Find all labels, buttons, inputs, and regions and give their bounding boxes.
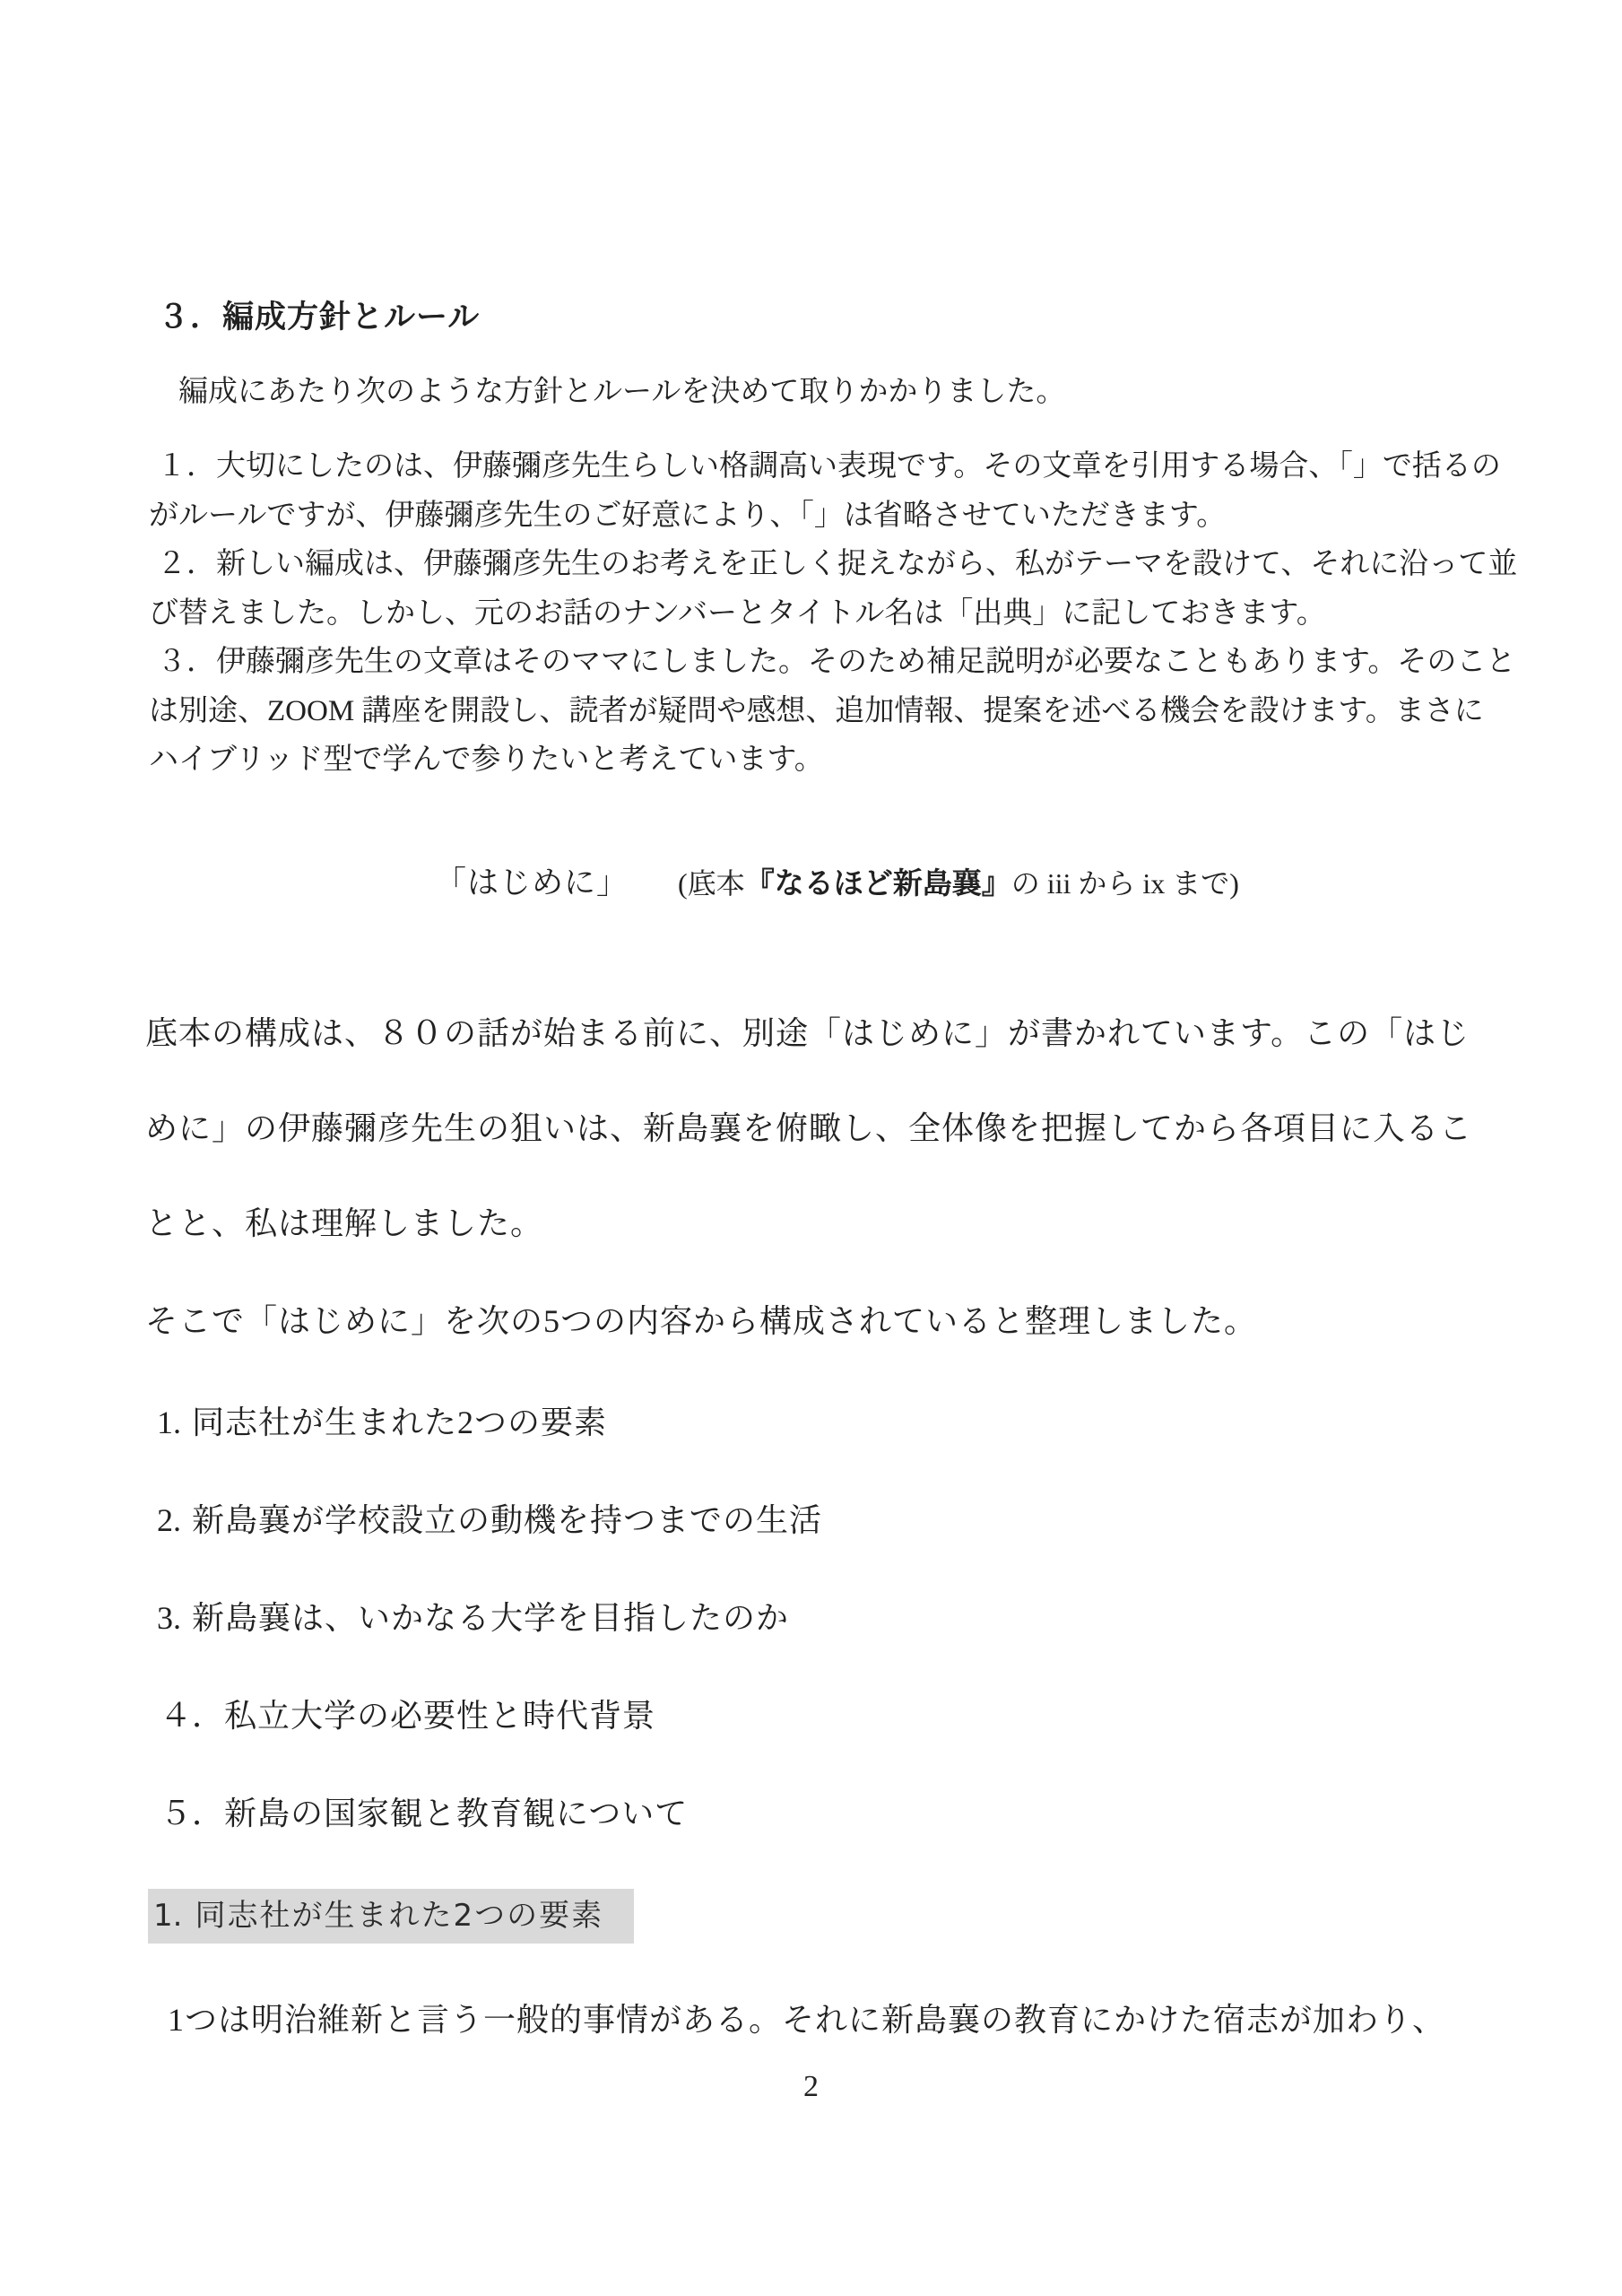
toc-item-label: 新島襄が学校設立の動機を持つまでの生活: [192, 1502, 823, 1538]
rule-line: ハイブリッド型で学んで参りたいと考えています。: [149, 744, 824, 776]
toc-item-label: 同志社が生まれた2つの要素: [192, 1405, 608, 1440]
toc-item: [157, 1667, 822, 1765]
overview-line: めに」の伊藤彌彦先生の狙いは、新島襄を俯瞰し、全体像を把握してから各項目に入るこ: [145, 1110, 1473, 1146]
highlight-label: 同志社が生まれた2つの要素: [195, 1898, 604, 1934]
overview-paragraph: [145, 986, 1472, 1271]
rule-line: び替えました。しかし、元のお話のナンバーとタイトル名は「出典」に記しておきます。: [149, 596, 1326, 630]
organize-paragraph: そこで「はじめに」を次の5つの内容から構成されていると整理しました。: [145, 1303, 1258, 1339]
closing-paragraph: 1つは明治維新と言う一般的事情がある。それに新島襄の教育にかけた宿志が加わり、: [168, 2002, 1446, 2038]
page-number: 2: [803, 2070, 819, 2103]
highlighted-section-heading: [148, 1889, 634, 1944]
source-suffix: の iii から ix まで): [1010, 867, 1239, 900]
toc-list: [157, 1374, 822, 1863]
hajimeni-title: 「はじめに」: [435, 865, 629, 900]
source-prefix: (底本: [678, 867, 745, 900]
toc-item-number: 1.: [157, 1405, 181, 1440]
toc-item-number: 3.: [157, 1600, 181, 1636]
toc-item-number: ５．: [160, 1796, 225, 1831]
toc-item-label: 新島の国家観と教育観について: [224, 1796, 689, 1831]
page-title: ３．編成方針とルール: [158, 300, 481, 335]
toc-item-label: 新島襄は、いかなる大学を目指したのか: [192, 1600, 790, 1636]
source-note: [678, 867, 1239, 900]
rule-line: １．大切にしたのは、伊藤彌彦先生らしい格調高い表現です。その文章を引用する場合、「」で括るの: [157, 450, 1501, 483]
overview-line: とと、私は理解しました。: [145, 1205, 544, 1241]
rule-line: がルールですが、伊藤彌彦先生のご好意により、「」は省略させていただきます。: [149, 499, 1227, 532]
highlight-number: 1.: [153, 1898, 183, 1934]
source-book-title: 『なるほど新島襄』: [744, 865, 1011, 900]
toc-item: [157, 1472, 822, 1570]
hajimeni-section-heading: [435, 859, 1239, 908]
rule-line: ２．新しい編成は、伊藤彌彦先生のお考えを正しく捉えながら、私がテーマを設けて、それに沿って並: [157, 548, 1518, 580]
overview-line: 底本の構成は、８０の話が始まる前に、別途「はじめに」が書かれています。この「はじ: [145, 1015, 1470, 1051]
intro-paragraph: 編成にあたり次のような方針とルールを決めて取りかかりました。: [178, 376, 1066, 408]
rule-line: ３．伊藤彌彦先生の文章はそのママにしました。そのため補足説明が必要なこともあります。そのこと: [157, 646, 1516, 678]
toc-item-number: 2.: [157, 1502, 181, 1538]
rule-line: は別途、ZOOM 講座を開設し、読者が疑問や感想、追加情報、提案を述べる機会を設けます。まさに: [149, 694, 1484, 727]
toc-item-label: 私立大学の必要性と時代背景: [224, 1698, 656, 1734]
toc-item: [157, 1570, 822, 1667]
toc-item: [157, 1765, 822, 1863]
toc-item: [157, 1374, 822, 1472]
rules-block: [149, 442, 1517, 785]
toc-item-number: ４．: [160, 1698, 225, 1734]
